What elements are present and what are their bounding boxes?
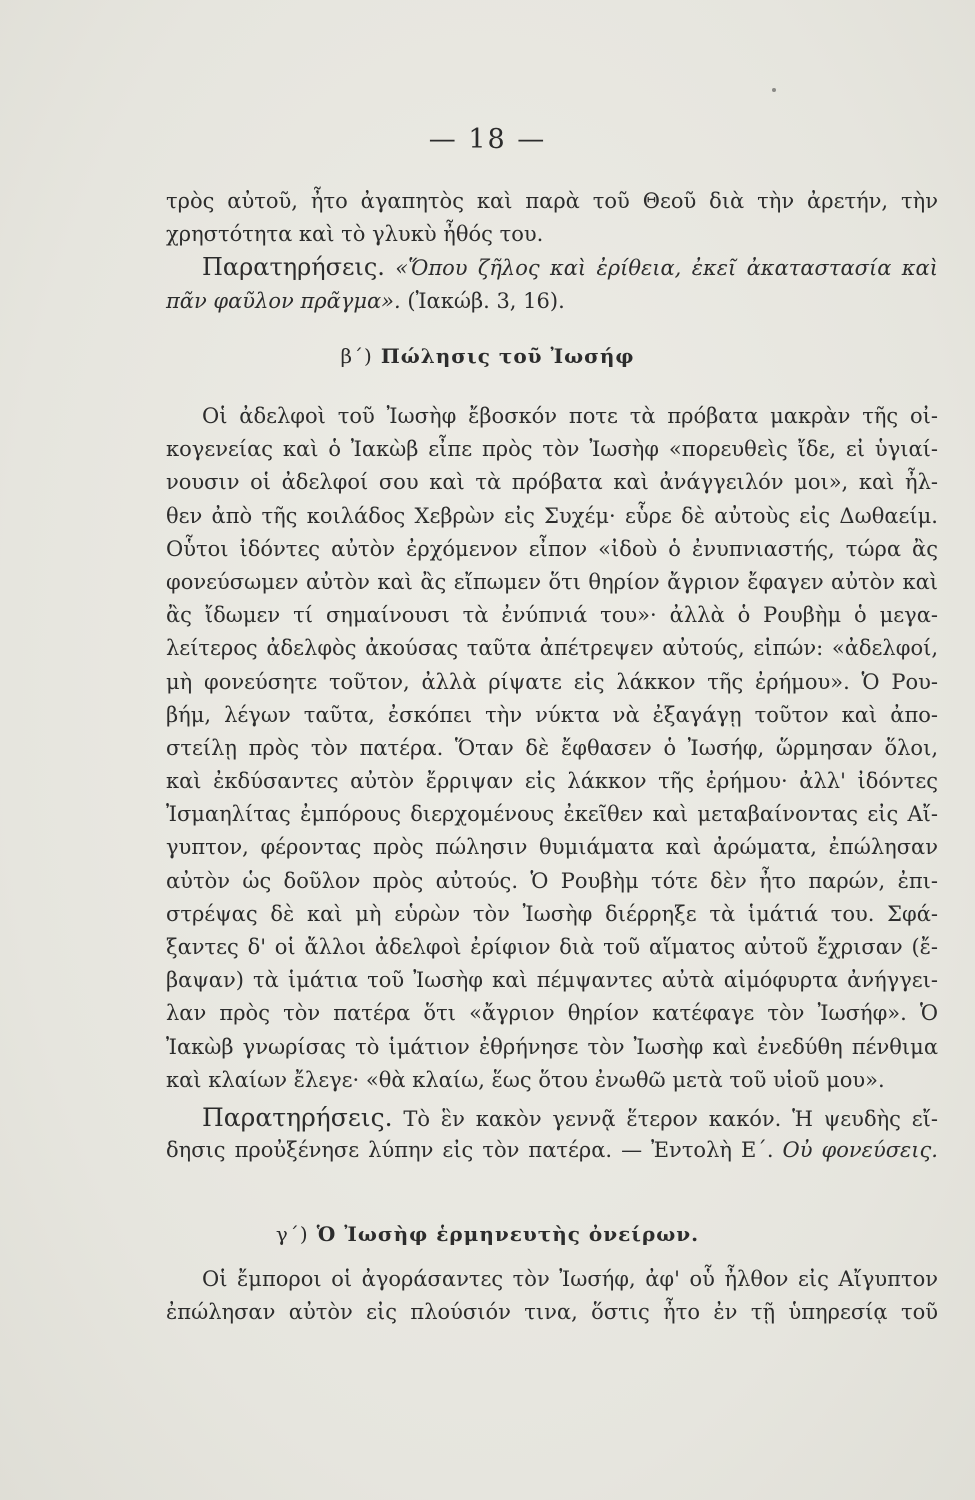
paragraph-final xyxy=(166,1263,938,1329)
text-line: ξαντες δ' οἱ ἄλλοι ἀδελφοὶ ἐρίφιον διὰ τοῦ αἵματος αὐτοῦ ἔχρισαν (ἔ- xyxy=(166,935,938,959)
text-line: Ἰακὼβ γνωρίσας τὸ ἱμάτιον ἐθρήνησε τὸν Ἰωσὴφ καὶ ἐνεδύθη πένθιμα xyxy=(166,1034,938,1059)
section-title: Ὁ Ἰωσὴφ ἑρμηνευτὴς ὀνείρων. xyxy=(316,1222,700,1246)
text-line: Οἱ ἔμποροι οἱ ἀγοράσαντες τὸν Ἰωσήφ, ἀφ' οὗ ἦλθον εἰς Αἴγυπτον xyxy=(202,1267,938,1291)
remark-label: Παρατηρήσεις. xyxy=(202,1102,393,1132)
remark-quote: «Ὅπου ζῆλος καὶ ἐρίθεια, ἐκεῖ ἀκαταστασία καὶ xyxy=(395,256,938,281)
text-line: νουσιν οἱ ἀδελφοί σου καὶ τὰ πρόβατα καὶ ἀνάγγειλόν μοι», καὶ ἦλ- xyxy=(166,470,938,495)
text-line: λείτερος ἀδελφὸς ἀκούσας ταῦτα ἀπέτρεψεν αὐτούς, εἰπών: «ἀδελφοί, xyxy=(166,636,938,661)
section-number: β΄) xyxy=(340,344,373,368)
remark-text: δησις προὐξένησε λύπην εἰς τὸν πατέρα. — Ἐντολὴ Ε΄. xyxy=(166,1138,774,1163)
section-heading xyxy=(0,1222,975,1246)
remark-line xyxy=(166,1134,938,1167)
text-line: μὴ φονεύσητε τοῦτον, ἀλλὰ ρίψατε εἰς λάκκον τῆς ἐρήμου». Ὁ Ρου- xyxy=(166,669,938,694)
remark-reference: (Ἰακώβ. 3, 16). xyxy=(407,288,565,313)
paper-speck xyxy=(772,88,776,92)
text-line: καὶ ἐκδύσαντες αὐτὸν ἔρριψαν εἰς λάκκον τῆς ἐρήμου· ἀλλ' ἰδόντες xyxy=(166,769,938,794)
paragraph-main xyxy=(166,400,938,1167)
text-line: καὶ κλαίων ἔλεγε· «θὰ κλαίω, ἕως ὅτου ἐνωθῶ μετὰ τοῦ υἱοῦ μου». xyxy=(166,1067,885,1092)
text-line: βαψαν) τὰ ἱμάτια τοῦ Ἰωσὴφ καὶ πέμψαντες αὐτὰ αἱμόφυρτα ἀνήγγει- xyxy=(166,968,938,993)
text-line: Ἰσμαηλίτας ἐμπόρους διερχομένους ἐκεῖθεν καὶ μεταβαίνοντας εἰς Αἴ- xyxy=(166,802,938,827)
text-line: χρηστότητα καὶ τὸ γλυκὺ ἦθός του. xyxy=(166,222,544,247)
section-title: Πώλησις τοῦ Ἰωσήφ xyxy=(380,344,635,368)
remark-line xyxy=(166,251,938,284)
remark-commandment: Οὐ φονεύσεις. xyxy=(782,1138,938,1163)
paragraph-intro xyxy=(166,185,938,318)
text-line: τρὸς αὐτοῦ, ἦτο ἀγαπητὸς καὶ παρὰ τοῦ Θεοῦ διὰ τὴν ἀρετήν, τὴν xyxy=(166,189,938,213)
section-heading xyxy=(0,344,975,368)
page-number: — 18 — xyxy=(428,124,547,155)
remark-quote: πᾶν φαῦλον πρᾶγμα». xyxy=(166,288,401,313)
remark-label: Παρατηρήσεις. xyxy=(202,253,385,282)
text-line: βήμ, λέγων ταῦτα, ἐσκόπει τὴν νύκτα νὰ ἐξαγάγῃ τοῦτον καὶ ἀπο- xyxy=(166,702,938,727)
text-line: γυπτον, φέροντας πρὸς πώλησιν θυμιάματα καὶ ἀρώματα, ἐπώλησαν xyxy=(166,835,938,860)
remark-line xyxy=(166,285,938,318)
text-line: Οὗτοι ἰδόντες αὐτὸν ἐρχόμενον εἶπον «ἰδοὺ ὁ ἐνυπνιαστής, τώρα ἂς xyxy=(166,536,938,561)
text-line: αὐτὸν ὡς δοῦλον πρὸς αὐτούς. Ὁ Ρουβὴμ τότε δὲν ἦτο παρών, ἐπι- xyxy=(166,868,938,893)
section-number: γ΄) xyxy=(275,1222,309,1246)
text-line: ἂς ἴδωμεν τί σημαίνουσι τὰ ἐνύπνιά του»· ἀλλὰ ὁ Ρουβὴμ ὁ μεγα- xyxy=(166,603,938,628)
remark-line xyxy=(166,1101,938,1134)
text-line: φονεύσωμεν αὐτὸν καὶ ἂς εἴπωμεν ὅτι θηρίον ἄγριον ἔφαγεν αὐτὸν καὶ xyxy=(166,569,938,594)
text-line: στείλῃ πρὸς τὸν πατέρα. Ὅταν δὲ ἔφθασεν ὁ Ἰωσήφ, ὥρμησαν ὅλοι, xyxy=(166,735,938,760)
text-line: ἐπώλησαν αὐτὸν εἰς πλούσιόν τινα, ὅστις ἦτο ἐν τῇ ὑπηρεσίᾳ τοῦ xyxy=(166,1300,938,1325)
remark-text: Τὸ ἓν κακὸν γεννᾷ ἕτερον κακόν. Ἡ ψευδὴς εἴ- xyxy=(403,1106,938,1131)
text-line: Οἱ ἀδελφοὶ τοῦ Ἰωσὴφ ἔβοσκόν ποτε τὰ πρόβατα μακρὰν τῆς οἰ- xyxy=(202,404,938,428)
text-line: κογενείας καὶ ὁ Ἰακὼβ εἶπε πρὸς τὸν Ἰωσὴφ «πορευθεὶς ἴδε, εἰ ὑγιαί- xyxy=(166,437,938,462)
text-line: στρέψας δὲ καὶ μὴ εὑρὼν τὸν Ἰωσὴφ διέρρηξε τὰ ἱμάτιά του. Σφά- xyxy=(166,901,938,926)
text-line: θεν ἀπὸ τῆς κοιλάδος Χεβρὼν εἰς Συχέμ· εὗρε δὲ αὐτοὺς εἰς Δωθαείμ. xyxy=(166,503,938,528)
text-line: λαν πρὸς τὸν πατέρα ὅτι «ἄγριον θηρίον κατέφαγε τὸν Ἰωσήφ». Ὁ xyxy=(166,1001,938,1026)
